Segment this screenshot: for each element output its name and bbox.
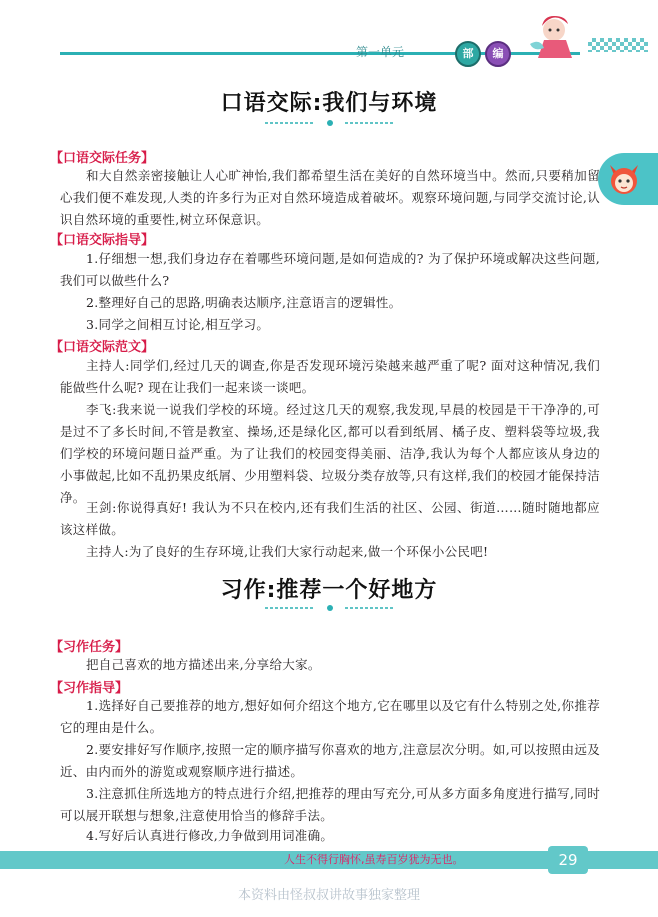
writing-guide-item-3: 3.注意抓住所选地方的特点进行介绍,把推荐的理由写充分,可从多方面多角度进行描写,同时可以展开联想与想象,注意使用恰当的修辞手法。 xyxy=(60,786,600,823)
writing-guide-item-1: 1.选择好自己要推荐的地方,想好如何介绍这个地方,它在哪里以及它有什么特别之处,你推荐它的理由是什么。 xyxy=(60,698,600,735)
writing-guide-item-4: 4.写好后认真进行修改,力争做到用词准确。 xyxy=(86,828,334,843)
section1-guide-item-1: 1.仔细想一想,我们身边存在着哪些环境问题,是如何造成的? 为了保护环境或解决这些问题,我们可以做些什么? xyxy=(60,251,600,288)
section2-title: 习作:推荐一个好地方 xyxy=(220,578,438,603)
section1-guide-item-2: 2.整理好自己的思路,明确表达顺序,注意语言的逻辑性。 xyxy=(86,295,402,310)
section2-task-label: 【习作任务】 xyxy=(50,640,129,655)
footer-quote: 人生不得行胸怀,虽寿百岁犹为无也。 xyxy=(284,853,464,866)
sample-para-1: 主持人:同学们,经过几天的调查,你是否发现环境污染越来越严重了呢? 面对这种情况,我们能做些什么呢? 现在让我们一起来谈一谈吧。 xyxy=(60,358,600,395)
side-tab xyxy=(598,153,658,205)
page-header xyxy=(0,0,658,68)
title-decor xyxy=(265,118,395,128)
title-decor xyxy=(265,603,395,613)
sample-para-4: 主持人:为了良好的生存环境,让我们大家行动起来,做一个环保小公民吧! xyxy=(86,544,489,559)
writing-guide-item-2: 2.要安排好写作顺序,按照一定的顺序描写你喜欢的地方,注意层次分明。如,可以按照由远及近、由内而外的游览或观察顺序进行描述。 xyxy=(60,742,600,779)
fairy-girl-icon xyxy=(522,8,580,66)
section2-task-text: 把自己喜欢的地方描述出来,分享给大家。 xyxy=(86,657,321,672)
section1-title: 口语交际:我们与环境 xyxy=(220,91,438,116)
badge-bian: 编 xyxy=(485,41,511,67)
page-number: 29 xyxy=(548,846,588,874)
section1-guide-item-3: 3.同学之间相互讨论,相互学习。 xyxy=(86,317,270,332)
watermark: 本资料由怪叔叔讲故事独家整理 xyxy=(237,888,420,903)
unit-label: 第一单元 xyxy=(356,45,405,59)
section1-guide-label: 【口语交际指导】 xyxy=(50,233,155,248)
sample-para-3: 王剑:你说得真好! 我认为不只在校内,还有我们生活的社区、公园、街道……随时随地都应该这样做。 xyxy=(60,500,600,537)
section1-sample-label: 【口语交际范文】 xyxy=(50,340,155,355)
badge-bu: 部 xyxy=(455,41,481,67)
checker-pattern xyxy=(588,38,648,52)
section1-task-label: 【口语交际任务】 xyxy=(50,151,155,166)
sample-para-2: 李飞:我来说一说我们学校的环境。经过这几天的观察,我发现,早晨的校园是干干净净的,可是过不了多长时间,不管是教室、操场,还是绿化区,都可以看到纸屑、橘子皮、塑料袋等垃圾,我们学校的环境问题日益严重。为了让我们的校园变得美丽、洁净,我认为每个人都应该从身边的小事做起,比如不乱扔果皮纸屑、少用塑料袋、垃圾分类存放等,只有这样,我们的校园才能保持洁净。 xyxy=(60,402,600,505)
section1-task-text: 和大自然亲密接触让人心旷神怡,我们都希望生活在美好的自然环境当中。然而,只要稍加留心我们便不难发现,人类的许多行为正对自然环境造成着破坏。观察环境问题,与同学交流讨论,认识自然环境的重要性,树立环保意识。 xyxy=(60,168,600,227)
section2-guide-label: 【习作指导】 xyxy=(50,681,129,696)
mascot-icon xyxy=(604,159,644,199)
